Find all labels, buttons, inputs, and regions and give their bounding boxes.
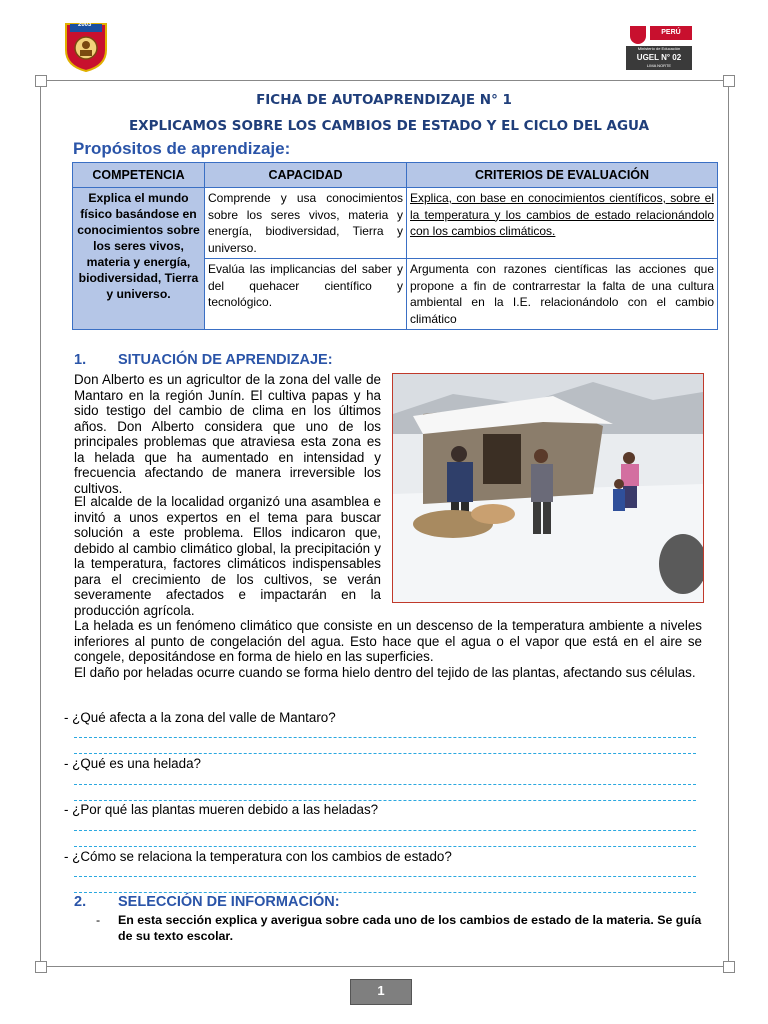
section-title: SITUACIÓN DE APRENDIZAJE: xyxy=(118,352,333,368)
question: - ¿Por qué las plantas mueren debido a las heladas? xyxy=(64,802,379,817)
ministry-label: Ministerio de Educación xyxy=(637,46,681,51)
answer-line[interactable] xyxy=(74,753,696,754)
paragraph: El daño por heladas ocurre cuando se forma hielo dentro del tejido de las plantas, afectando sus células. xyxy=(74,665,696,680)
section-1-heading xyxy=(74,352,333,368)
frost-scene-photo xyxy=(392,373,704,603)
answer-line[interactable] xyxy=(74,876,696,877)
section-number: 2. xyxy=(74,894,87,910)
answer-line[interactable] xyxy=(74,784,696,785)
school-logo xyxy=(62,20,110,72)
question: - ¿Cómo se relaciona la temperatura con los cambios de estado? xyxy=(64,849,452,864)
propositos-heading: Propósitos de aprendizaje: xyxy=(73,139,291,158)
answer-line[interactable] xyxy=(74,737,696,738)
paragraph: Don Alberto es un agricultor de la zona del valle de Mantaro en la región Junín. El cultiva papas y ha sido testigo del cambio de clima en los últimos años. Don Alberto considera que uno de los principales problemas que atraviesa esta zona es la helada que ha aumentado en intensidad y frecuencia afectando de manera irreversible los cultivos. xyxy=(74,372,381,496)
header-capacidad: CAPACIDAD xyxy=(205,163,407,188)
school-logo-year: 2003 xyxy=(78,22,92,28)
peru-label: PERÚ xyxy=(650,26,692,40)
question: - ¿Qué afecta a la zona del valle de Mantaro? xyxy=(64,710,336,725)
capacidad-cell: Evalúa las implicancias del saber y del quehacer científico y tecnológico. xyxy=(205,259,407,330)
section-2-heading xyxy=(74,894,340,910)
question: - ¿Qué es una helada? xyxy=(64,756,201,771)
paragraph: La helada es un fenómeno climático que consiste en un descenso de la temperatura ambiente a niveles inferiores al punto de congelación del agua. Esto hace que el agua o el vapor que está en el aire se congele, depositándose en forma de hielo en las superficies. xyxy=(74,618,702,664)
header-criterios: CRITERIOS DE EVALUACIÓN xyxy=(407,163,718,188)
criterio-cell: Argumenta con razones científicas las acciones que propone a fin de contrarrestar la falta de una cultura ambiental en la I.E. relacionándolo con el cambio climático xyxy=(407,259,718,330)
paragraph: El alcalde de la localidad organizó una asamblea e invitó a unos expertos en el tema para buscar solución a este problema. Ellos indicaron que, debido al cambio climático global, la precipitación y la temperatura, factores climáticos indispensables para el crecimiento de los cultivos, se verán severamente afectados e impactarán en la producción agrícola. xyxy=(74,494,381,618)
section-title: SELECCIÓN DE INFORMACIÓN: xyxy=(118,894,340,910)
answer-line[interactable] xyxy=(74,892,696,893)
criterio-cell: Explica, con base en conocimientos científicos, sobre el la temperatura y los cambios de estado relacionándolo con los cambios climáticos. xyxy=(407,188,718,259)
answer-line[interactable] xyxy=(74,800,696,801)
page-subtitle: EXPLICAMOS SOBRE LOS CAMBIOS DE ESTADO Y EL CICLO DEL AGUA xyxy=(128,118,650,134)
competencias-table xyxy=(72,162,718,330)
bullet-dash: - xyxy=(96,913,101,927)
region-label: LIMA NORTE xyxy=(646,63,672,68)
section-number: 1. xyxy=(74,352,87,368)
header-competencia: COMPETENCIA xyxy=(73,163,205,188)
instruction-bullet xyxy=(96,912,706,944)
page-number: 1 xyxy=(350,979,412,1005)
instruction-text: En esta sección explica y averigua sobre cada uno de los cambios de estado de la materia. Se guía de su texto escolar. xyxy=(118,913,702,943)
page-title: FICHA DE AUTOAPRENDIZAJE N° 1 xyxy=(256,92,512,108)
ugel-logo xyxy=(626,26,692,70)
ugel-label: UGEL N° 02 xyxy=(636,53,682,62)
answer-line[interactable] xyxy=(74,846,696,847)
competencia-cell: Explica el mundo físico basándose en conocimientos sobre los seres vivos, materia y energía, biodiversidad, Tierra y universo. xyxy=(73,188,205,330)
capacidad-cell: Comprende y usa conocimientos sobre los seres vivos, materia y energía, biodiversidad, Tierra y universo. xyxy=(205,188,407,259)
answer-line[interactable] xyxy=(74,830,696,831)
peru-shield-icon xyxy=(630,26,646,44)
